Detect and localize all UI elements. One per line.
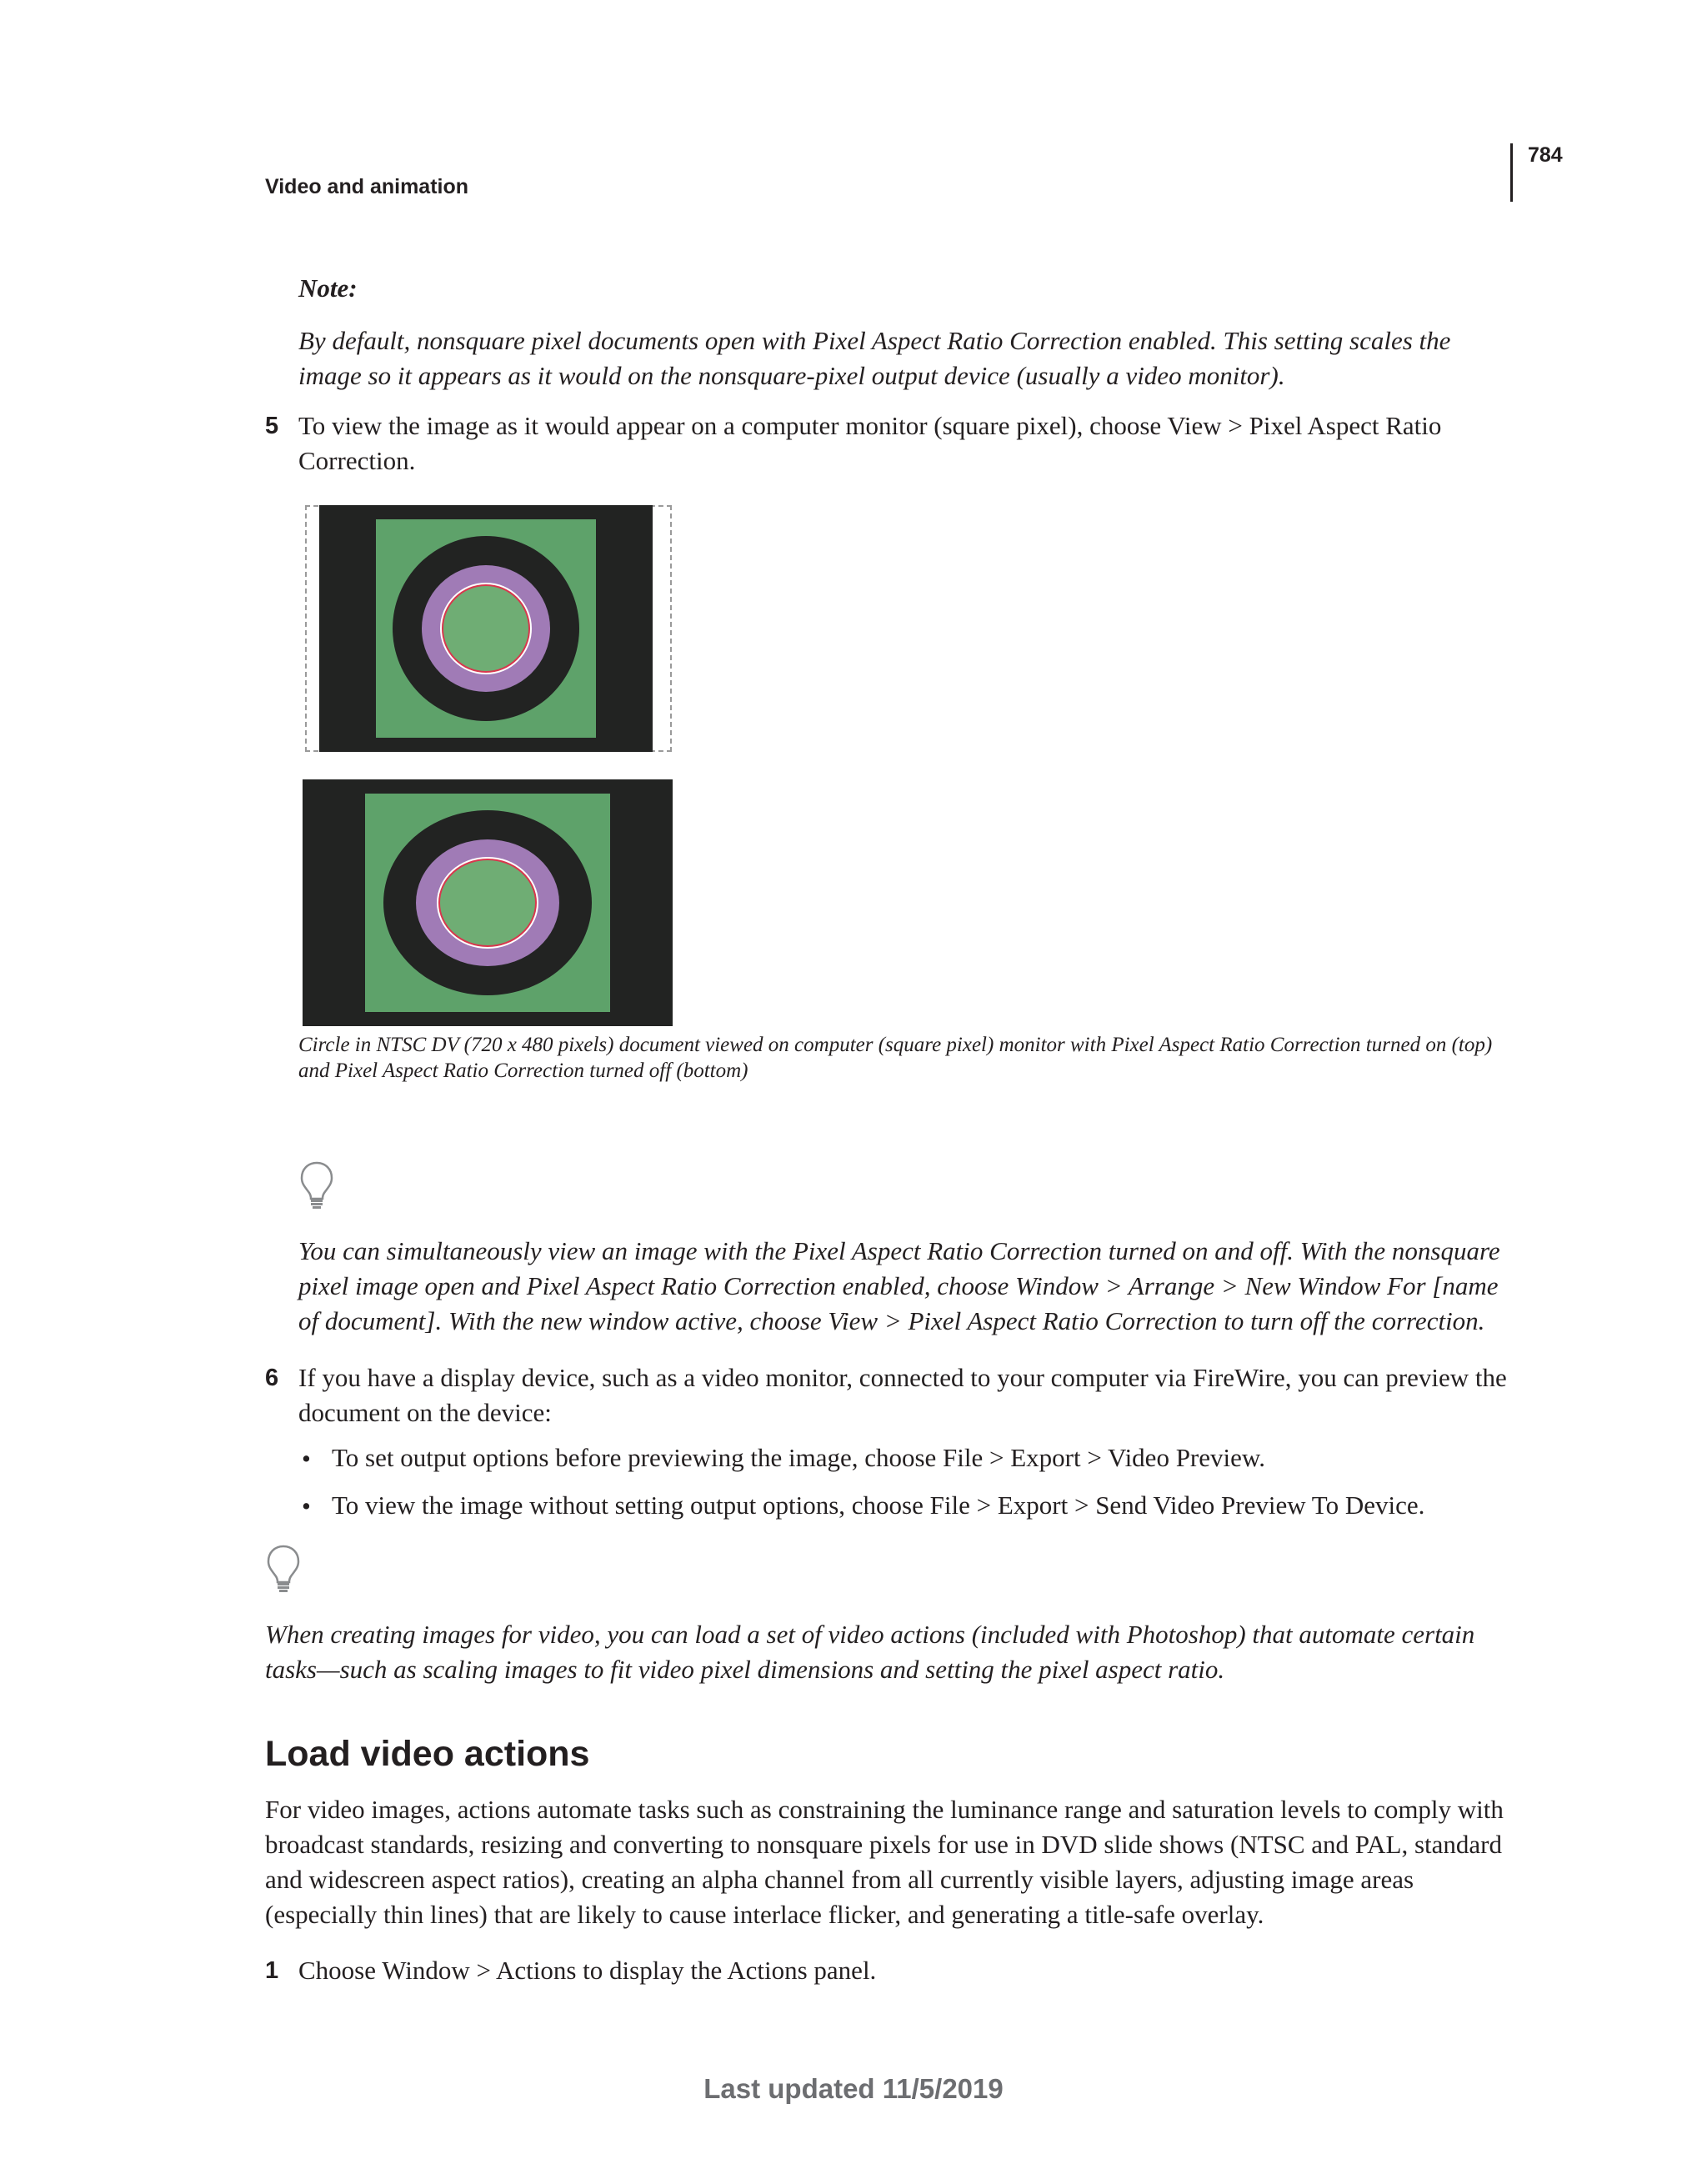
figure-caption: Circle in NTSC DV (720 x 480 pixels) document viewed on computer (square pixel) monitor with Pixel Aspect Ratio Correction turned on (top) and Pixel Aspect Ratio Correction turned off (bottom)	[298, 1034, 1493, 1082]
inner-circle	[443, 586, 528, 671]
section-heading: Load video actions	[265, 1734, 590, 1774]
tip-text: When creating images for video, you can load a set of video actions (included with Photoshop) that automate certain tasks—such as scaling images to fit video pixel dimensions and setting the pixel aspect ratio.	[265, 1620, 1475, 1684]
figure-correction-on	[319, 505, 653, 752]
page-number: 784	[1528, 143, 1563, 167]
bullet-item: To view the image without setting output options, choose File > Export > Send Video Preview To Device.	[332, 1490, 1425, 1520]
step-number: 5	[265, 413, 279, 439]
step-text: Choose Window > Actions to display the Actions panel.	[298, 1956, 877, 1985]
inner-circle	[440, 860, 535, 945]
bullet-item: To set output options before previewing the image, choose File > Export > Video Preview.	[332, 1443, 1266, 1472]
figure-correction-off-image	[303, 779, 673, 1026]
note-label: Note:	[298, 273, 358, 303]
step-number: 1	[265, 1957, 279, 1984]
figure-correction-off	[303, 779, 673, 1026]
lightbulb-icon	[265, 1544, 302, 1594]
step-text: To view the image as it would appear on a computer monitor (square pixel), choose View > Pixel Aspect Ratio Correction.	[298, 411, 1442, 475]
footer-last-updated: Last updated 11/5/2019	[703, 2073, 1004, 2104]
bullet-marker: •	[302, 1444, 311, 1473]
step-number: 6	[265, 1365, 279, 1391]
figure-correction-on-image	[319, 505, 653, 752]
header-rule	[1510, 143, 1513, 202]
section-header: Video and animation	[265, 175, 469, 198]
section-paragraph: For video images, actions automate tasks such as constraining the luminance range and saturation levels to comply with broadcast standards, resizing and converting to nonsquare pixels for use in DVD slide shows (NTSC and PAL, standard and widescreen aspect ratios), creating an alpha channel from all currently visible layers, adjusting image areas (especially thin lines) that are likely to cause interlace flicker, and generating a title-safe overlay.	[265, 1795, 1504, 1929]
bullet-marker: •	[302, 1491, 311, 1520]
tip-text: You can simultaneously view an image with the Pixel Aspect Ratio Correction turned on and off. With the nonsquare pixel image open and Pixel Aspect Ratio Correction enabled, choose Window > Arrange > New Window For [name of document]. With the new window active, choose View > Pixel Aspect Ratio Correction to turn off the correction.	[298, 1236, 1500, 1335]
lightbulb-icon	[298, 1160, 335, 1210]
note-text: By default, nonsquare pixel documents open with Pixel Aspect Ratio Correction enabled. This setting scales the image so it appears as it would on the nonsquare-pixel output device (usually a video monitor).	[298, 326, 1451, 390]
step-text: If you have a display device, such as a video monitor, connected to your computer via FireWire, you can preview the document on the device:	[298, 1363, 1507, 1427]
